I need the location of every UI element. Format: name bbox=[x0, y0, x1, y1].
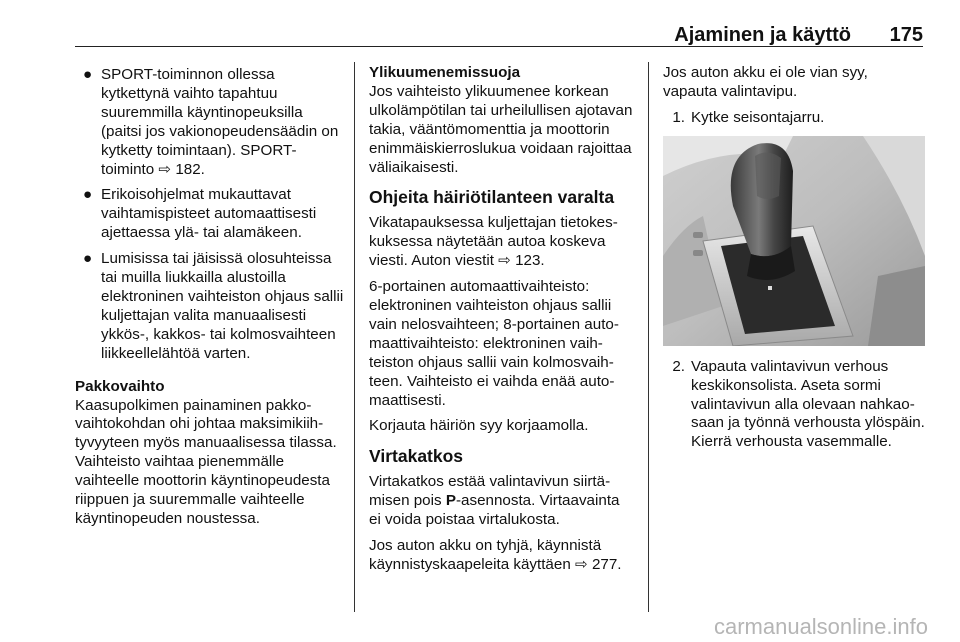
power-heading: Virtakatkos bbox=[369, 446, 464, 467]
bullet-text: Erikoisohjelmat mukauttavat vaihtamispisteet automaattisesti ajettaessa ylä- tai alamäkeen. bbox=[101, 186, 317, 242]
bullet-text: Lumisissa tai jäisissä olosuhteissa tai muilla liukkailla alustoilla elektroninen vaihteiston ohjaus sallii kuljettajan valita manuaalisesti ykkös-, kakkos- tai kolmosvaihteen liikkeellelähtöä varten. bbox=[101, 250, 344, 362]
kickdown-title: Pakkovaihto bbox=[75, 377, 165, 395]
fault-text: Vikatapauksessa kuljettajan tietokeskuksessa näytetään autoa koskeva viesti. Auton viestit ⇨ 123. bbox=[369, 214, 618, 270]
gear-selector-photo bbox=[663, 136, 925, 346]
bullet-item bbox=[75, 186, 345, 243]
bullet-dot: ● bbox=[83, 186, 93, 204]
column-divider bbox=[354, 62, 355, 612]
overheat-text: Jos vaihteisto ylikuumenee korkean ulkolämpötilan tai urheilullisen ajotavan takia, vääntömomenttia ja moottorin enimmäiskierroslukua voidaan rajoittaa väliaikaisesti. bbox=[369, 82, 633, 176]
step-number: 2. bbox=[672, 357, 685, 375]
bullet-item bbox=[75, 66, 345, 179]
page-header bbox=[75, 0, 923, 47]
step-item bbox=[663, 109, 925, 128]
gearbox-text: 6-portainen automaattivaihteisto: elektroninen vaihteiston ohjaus sallii vain nelosvaihteen; 8-portainen automaattivaihteisto: elektroninen vaihteiston ohjaus sallii vain kolmosvaihteen. Vaihteisto ei vaihda enää automaattisesti. bbox=[369, 278, 619, 409]
overheat-title: Ylikuumenemissuoja bbox=[369, 64, 521, 81]
bullet-item bbox=[75, 250, 345, 363]
intro-text: Jos auton akku ei ole vian syy, vapauta valintavipu. bbox=[663, 64, 868, 100]
step-text: Kytke seisontajarru. bbox=[691, 108, 825, 126]
section-title: Ajaminen ja käyttö bbox=[674, 24, 851, 46]
step-number: 1. bbox=[672, 108, 685, 126]
column-middle bbox=[369, 64, 635, 582]
bullet-dot: ● bbox=[83, 66, 93, 83]
watermark: carmanualsonline.info bbox=[713, 614, 928, 639]
column-left bbox=[75, 66, 345, 536]
page-number: 175 bbox=[889, 24, 923, 46]
step-text: Vapauta valintavivun verhous keskikonsolista. Aseta sormi valintavivun alla olevaan nahkaosaan ja työnnä verhousta ylöspäin. Kierrä verhousta vasemmalle. bbox=[691, 357, 925, 451]
fault-heading: Ohjeita häiriötilanteen varalta bbox=[369, 187, 615, 208]
kickdown-text: Kaasupolkimen painaminen pakkovaihtokohdan ohi johtaa maksimikiihtyvyyteen myös manuaalisessa tilassa. Vaihteisto vaihtaa pienemmälle vaihteelle moottorin käyntinopeudesta riippuen ja suuremmalle vaihteelle käyntinopeuden noustessa. bbox=[75, 396, 337, 527]
power-text: Virtakatkos estää valintavivun siirtämisen pois P-asennosta. Virtaavainta ei voida poistaa virtalukosta. bbox=[369, 473, 620, 529]
repair-text: Korjauta häiriön syy korjaamolla. bbox=[369, 417, 589, 435]
column-divider bbox=[648, 62, 649, 612]
step-item bbox=[663, 358, 925, 453]
bullet-text: SPORT-toiminnon ollessa kytkettynä vaihto tapahtuu suuremmilla käyntinopeuksilla (paitsi jos vakionopeudensäädin on kytketty toimintaan). SPORT-toiminto ⇨ 182. bbox=[101, 66, 339, 178]
battery-text: Jos auton akku on tyhjä, käynnistä käynnistyskaapeleita käyttäen ⇨ 277. bbox=[369, 536, 622, 573]
column-right bbox=[663, 64, 925, 458]
bullet-dot: ● bbox=[83, 250, 93, 268]
gear-lever-illustration bbox=[663, 136, 925, 346]
